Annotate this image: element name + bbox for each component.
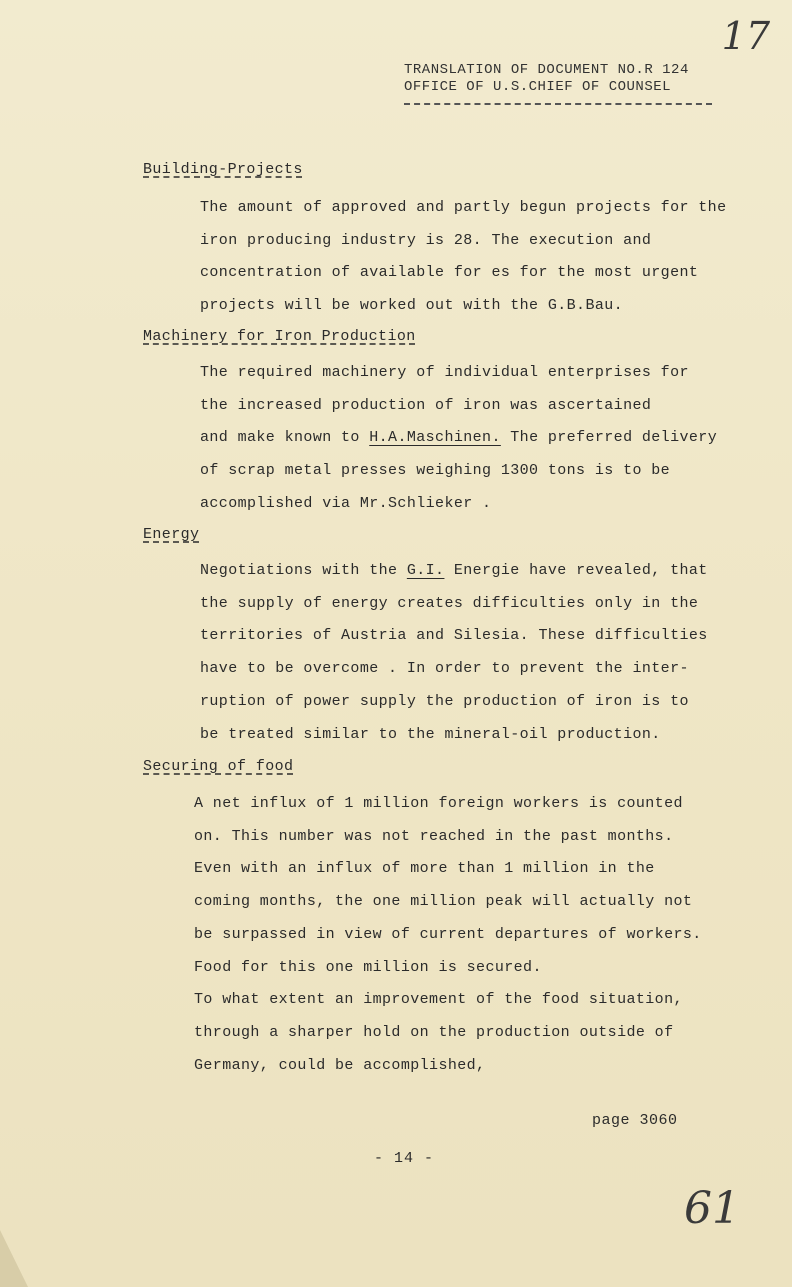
page-reference: page 3060 bbox=[592, 1112, 678, 1129]
text-line: accomplished via Mr.Schlieker . bbox=[200, 494, 492, 512]
paragraph-energy bbox=[200, 555, 770, 751]
text-segment: The preferred delivery bbox=[500, 429, 718, 447]
underlined-ha-maschinen: H.A.Maschinen. bbox=[369, 429, 501, 447]
text-line: projects will be worked out with the G.B.Bau. bbox=[200, 297, 624, 315]
text-segment: Negotiations with the bbox=[200, 562, 407, 579]
handwritten-folio-bottom: 61 bbox=[684, 1183, 740, 1234]
paragraph-machinery bbox=[200, 357, 770, 521]
document-header bbox=[404, 62, 689, 96]
text-line: The required machinery of individual enterprises for bbox=[200, 364, 689, 381]
text-line: iron producing industry is 28. The execution and bbox=[200, 231, 652, 249]
text-line: Food for this one million is secured. bbox=[194, 958, 542, 976]
text-line: through a sharper hold on the production outside of bbox=[194, 1023, 674, 1041]
text-line: ruption of power supply the production of iron is to bbox=[200, 692, 689, 710]
header-line-1: TRANSLATION OF DOCUMENT NO.R 124 bbox=[404, 62, 689, 78]
text-line: A net influx of 1 million foreign workers is counted bbox=[194, 795, 683, 812]
heading-energy: Energy bbox=[143, 526, 200, 543]
text-line: be surpassed in view of current departures of workers. bbox=[194, 925, 702, 943]
text-line: coming months, the one million peak will actually not bbox=[194, 893, 693, 911]
text-line: Even with an influx of more than 1 million in the bbox=[194, 860, 655, 878]
text-segment: and make known to bbox=[200, 429, 370, 447]
text-line: on. This number was not reached in the past months. bbox=[194, 827, 674, 845]
paragraph-building-projects bbox=[200, 192, 770, 323]
text-line: of scrap metal presses weighing 1300 tons is to be bbox=[200, 462, 671, 480]
handwritten-folio-top: 17 bbox=[721, 14, 770, 58]
text-line: The amount of approved and partly begun projects for the bbox=[200, 199, 727, 216]
text-line: the increased production of iron was ascertained bbox=[200, 396, 652, 414]
paragraph-securing-food bbox=[194, 788, 764, 1082]
text-segment: Energie have revealed, that bbox=[444, 562, 708, 579]
paper-corner-fold bbox=[0, 1230, 28, 1287]
text-line: territories of Austria and Silesia. These difficulties bbox=[200, 627, 708, 645]
heading-building-projects: Building-Projects bbox=[143, 161, 303, 178]
header-rule bbox=[404, 103, 712, 105]
text-line: Germany, could be accomplished, bbox=[194, 1056, 486, 1074]
page-number: - 14 - bbox=[374, 1150, 435, 1167]
text-line: the supply of energy creates difficulties only in the bbox=[200, 594, 699, 612]
text-line: To what extent an improvement of the food situation, bbox=[194, 991, 683, 1009]
text-line: have to be overcome . In order to prevent the inter- bbox=[200, 660, 689, 678]
text-line: be treated similar to the mineral-oil production. bbox=[200, 725, 661, 743]
text-line: concentration of available for es for the most urgent bbox=[200, 264, 699, 282]
heading-securing-food: Securing of food bbox=[143, 758, 294, 775]
text-line bbox=[200, 422, 770, 455]
text-line bbox=[200, 555, 770, 588]
header-line-2: OFFICE OF U.S.CHIEF OF COUNSEL bbox=[404, 79, 672, 95]
heading-machinery: Machinery for Iron Production bbox=[143, 328, 416, 345]
underlined-gi: G.I. bbox=[406, 562, 445, 579]
